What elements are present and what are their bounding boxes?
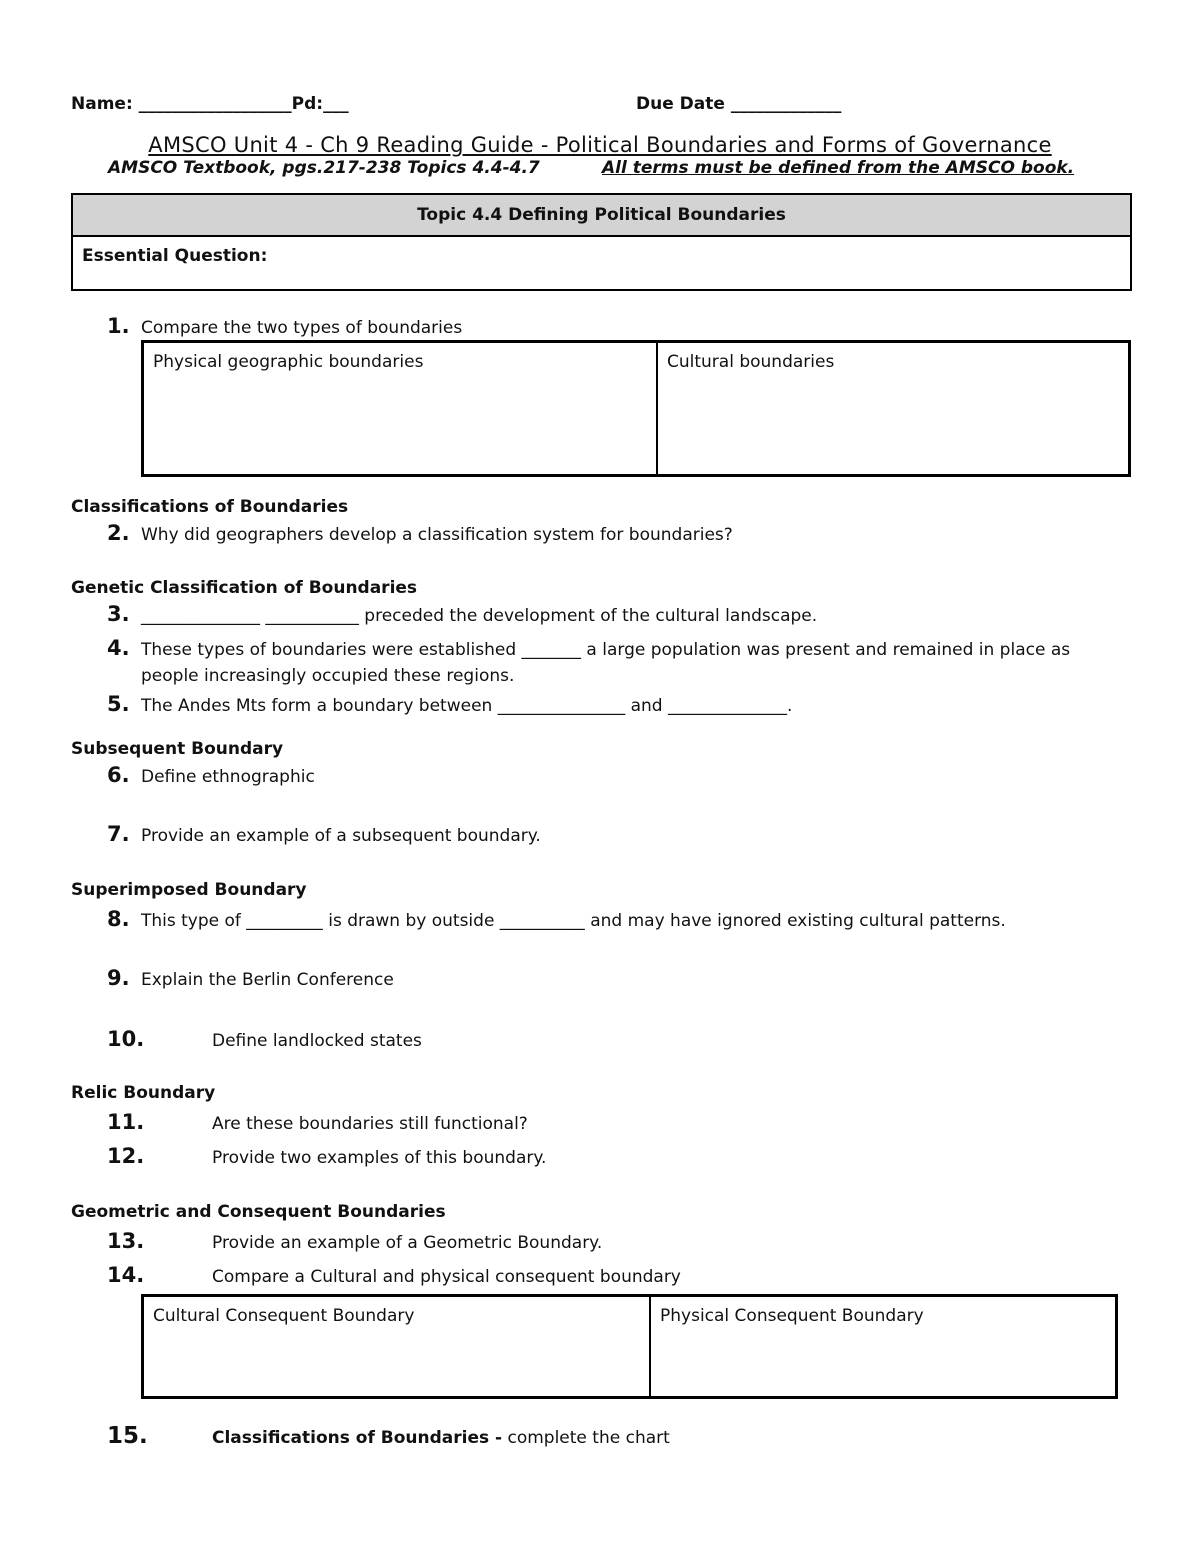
question-number: 6.: [107, 763, 130, 787]
name-period-field[interactable]: Name: __________________Pd:___: [71, 94, 349, 114]
question-text: Compare the two types of boundaries: [141, 318, 463, 338]
question-number: 3.: [107, 602, 130, 626]
question-text: This type of _________ is drawn by outside __________ and may have ignored existing cultural patterns.: [141, 911, 1006, 931]
question-text: The Andes Mts form a boundary between _______________ and ______________.: [141, 696, 793, 716]
question-text-continued: people increasingly occupied these regions.: [141, 666, 515, 686]
question-number: 8.: [107, 907, 130, 931]
question-number: 15.: [107, 1423, 148, 1449]
topic-heading: Topic 4.4 Defining Political Boundaries: [73, 195, 1130, 237]
section-heading: Superimposed Boundary: [71, 880, 307, 900]
physical-boundaries-cell[interactable]: Physical geographic boundaries: [143, 342, 658, 476]
question-number: 12.: [107, 1144, 145, 1168]
question-text: Why did geographers develop a classification system for boundaries?: [141, 525, 733, 545]
question-number: 11.: [107, 1110, 145, 1134]
essential-question-label[interactable]: Essential Question:: [82, 246, 268, 266]
question-number: 13.: [107, 1229, 145, 1253]
section-heading: Genetic Classification of Boundaries: [71, 578, 418, 598]
chart-instruction-bold: Classifications of Boundaries -: [212, 1428, 503, 1448]
question-text: Compare a Cultural and physical consequent boundary: [212, 1267, 681, 1287]
question-text: Define ethnographic: [141, 767, 315, 787]
question-number: 4.: [107, 636, 130, 660]
question-number: 1.: [107, 314, 130, 338]
topic-box: [71, 193, 1132, 291]
due-date-field[interactable]: Due Date _____________: [636, 94, 842, 114]
cultural-consequent-cell[interactable]: Cultural Consequent Boundary: [143, 1296, 651, 1398]
consequent-boundary-table: [141, 1294, 1118, 1399]
section-heading: Relic Boundary: [71, 1083, 216, 1103]
question-text: Explain the Berlin Conference: [141, 970, 394, 990]
section-heading: Geometric and Consequent Boundaries: [71, 1202, 446, 1222]
question-text: ______________ ___________ preceded the development of the cultural landscape.: [141, 606, 818, 626]
question-text: These types of boundaries were established _______ a large population was present and remained in place as: [141, 640, 1071, 660]
question-text: Provide an example of a subsequent boundary.: [141, 826, 541, 846]
definition-instruction: All terms must be defined from the AMSCO book.: [602, 158, 1075, 178]
section-heading: Subsequent Boundary: [71, 739, 284, 759]
question-text: Provide an example of a Geometric Boundary.: [212, 1233, 603, 1253]
question-number: 2.: [107, 521, 130, 545]
question-text: [212, 1428, 670, 1448]
page-title: AMSCO Unit 4 - Ch 9 Reading Guide - Political Boundaries and Forms of Governance: [148, 133, 1052, 157]
section-heading: Classifications of Boundaries: [71, 497, 349, 517]
question-text: Are these boundaries still functional?: [212, 1114, 528, 1134]
question-number: 9.: [107, 966, 130, 990]
question-number: 10.: [107, 1027, 145, 1051]
question-text: Provide two examples of this boundary.: [212, 1148, 547, 1168]
chart-instruction: complete the chart: [502, 1428, 670, 1448]
question-number: 7.: [107, 822, 130, 846]
cultural-boundaries-cell[interactable]: Cultural boundaries: [657, 342, 1130, 476]
boundary-comparison-table: [141, 340, 1131, 477]
question-text: Define landlocked states: [212, 1031, 422, 1051]
textbook-reference: AMSCO Textbook, pgs.217-238 Topics 4.4-4.7: [108, 158, 540, 178]
physical-consequent-cell[interactable]: Physical Consequent Boundary: [650, 1296, 1117, 1398]
question-number: 14.: [107, 1263, 145, 1287]
question-number: 5.: [107, 692, 130, 716]
